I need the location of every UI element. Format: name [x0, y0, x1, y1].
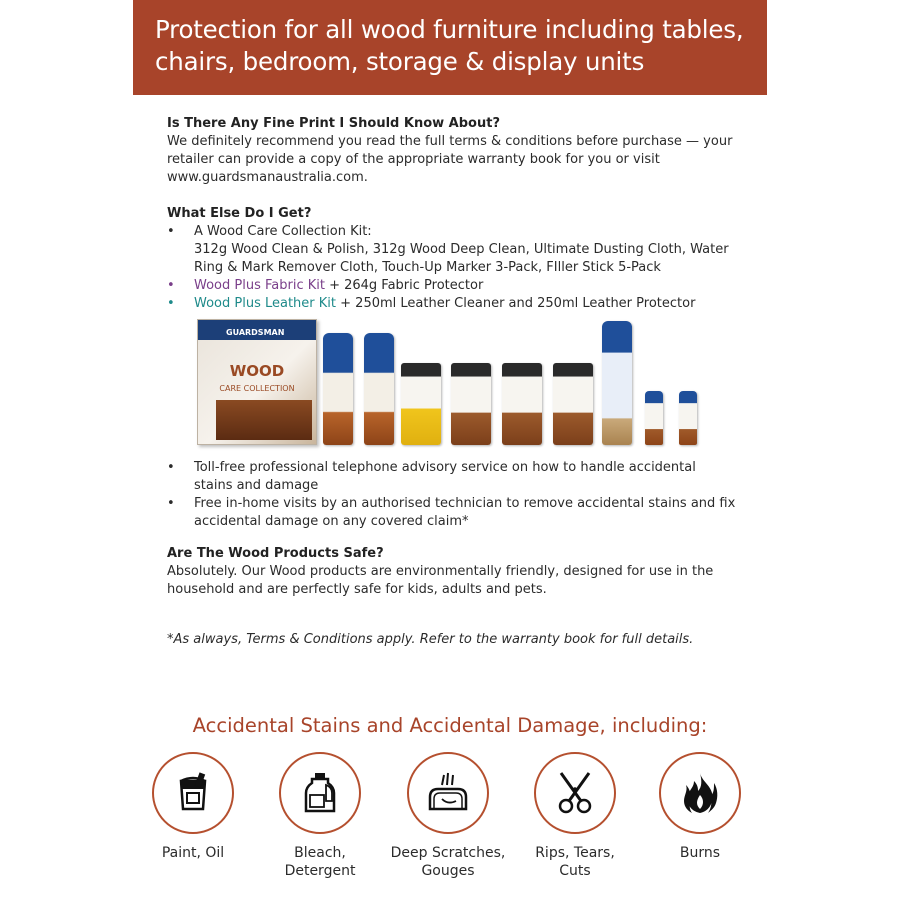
- damage-label-line1: Paint, Oil: [161, 845, 225, 861]
- fabric-kit-link[interactable]: Wood Plus Fabric Kit: [194, 278, 325, 293]
- damage-item-rips: [510, 752, 640, 880]
- box-brand-strip: [198, 320, 316, 340]
- damage-label: [635, 844, 765, 862]
- touch-up-marker-pack: [502, 363, 542, 445]
- safety-section: [167, 545, 737, 599]
- fine-print-heading: Is There Any Fine Print I Should Know About?: [167, 116, 500, 131]
- what-else-section: [167, 205, 737, 531]
- leather-protector-bottle: [679, 391, 697, 445]
- deep-clean-can: [364, 333, 394, 445]
- banner-title: Protection for all wood furniture including tables, chairs, bedroom, storage & display units: [155, 15, 744, 76]
- bullet: •: [167, 278, 175, 293]
- list-item: [167, 277, 737, 295]
- clean-polish-can: [323, 333, 353, 445]
- damage-item-scratches: [383, 752, 513, 880]
- dusting-cloth-pack: [401, 363, 441, 445]
- damage-label-line2: Detergent: [284, 863, 356, 879]
- main-content: [167, 115, 737, 617]
- damage-label: [510, 844, 640, 880]
- kit-contents: 312g Wood Clean & Polish, 312g Wood Deep Clean, Ultimate Dusting Cloth, Water Ring & Mark Remover Cloth, Touch-Up Marker 3-Pack, FIller Stick 5-Pack: [194, 242, 729, 275]
- wood-care-collection-box: [197, 319, 317, 445]
- bullet: •: [167, 460, 175, 475]
- list-item: [167, 495, 737, 531]
- damage-label-line1: Deep Scratches,: [390, 845, 506, 861]
- ring-mark-remover-pack: [451, 363, 491, 445]
- leather-kit-description: + 250ml Leather Cleaner and 250ml Leather Protector: [336, 296, 696, 311]
- header-banner: [133, 0, 767, 95]
- kit-title: A Wood Care Collection Kit:: [194, 224, 372, 239]
- box-brand: GUARDSMAN: [226, 328, 285, 337]
- fabric-kit-description: + 264g Fabric Protector: [324, 278, 484, 293]
- product-photo: [167, 317, 737, 453]
- bleach-bottle-icon: [279, 752, 361, 834]
- safety-heading: Are The Wood Products Safe?: [167, 546, 384, 561]
- box-room-image: [216, 400, 312, 440]
- visits-text: Free in-home visits by an authorised technician to remove accidental stains and fix accidental damage on any covered claim*: [194, 496, 736, 529]
- damage-label-line1: Burns: [679, 845, 721, 861]
- box-subtitle: CARE COLLECTION: [219, 384, 295, 393]
- safety-body: Absolutely. Our Wood products are environmentally friendly, designed for use in the household and are perfectly safe for kids, adults and pets.: [167, 564, 714, 597]
- fine-print-section: [167, 115, 737, 187]
- box-title: WOOD: [229, 362, 285, 380]
- damage-item-paint-oil: [128, 752, 258, 862]
- fine-print-body: We definitely recommend you read the full terms & conditions before purchase — your retailer can provide a copy of the appropriate warranty book for you or visit www.guardsmanaustralia.com.: [167, 134, 733, 185]
- scratch-icon: [407, 752, 489, 834]
- leather-kit-link[interactable]: Wood Plus Leather Kit: [194, 296, 337, 311]
- damage-label-line2: Gouges: [421, 863, 475, 879]
- paint-can-icon: [152, 752, 234, 834]
- fabric-protector-can: [602, 321, 632, 445]
- damage-label-line1: Rips, Tears,: [535, 845, 615, 861]
- advisory-text: Toll-free professional telephone advisory service on how to handle accidental stains and damage: [194, 460, 696, 493]
- benefits-list: [167, 223, 737, 313]
- damage-item-bleach: [255, 752, 385, 880]
- what-else-heading: What Else Do I Get?: [167, 206, 312, 221]
- damage-label-line2: Cuts: [559, 863, 591, 879]
- damage-label: [128, 844, 258, 862]
- filler-stick-pack: [553, 363, 593, 445]
- damage-item-burns: [635, 752, 765, 862]
- damage-label: [383, 844, 513, 880]
- scissors-icon: [534, 752, 616, 834]
- damage-label: [255, 844, 385, 880]
- list-item: [167, 223, 737, 277]
- flame-icon: [659, 752, 741, 834]
- disclaimer: *As always, Terms & Conditions apply. Refer to the warranty book for full details.: [167, 632, 694, 647]
- damage-label-line1: Bleach,: [294, 845, 346, 861]
- bullet: •: [167, 296, 175, 311]
- list-item: [167, 295, 737, 313]
- bullet: •: [167, 224, 175, 239]
- leather-cleaner-bottle: [645, 391, 663, 445]
- list-item: [167, 459, 737, 495]
- bullet: •: [167, 496, 175, 511]
- services-list: [167, 459, 737, 531]
- damage-section-title: Accidental Stains and Accidental Damage, including:: [192, 714, 708, 737]
